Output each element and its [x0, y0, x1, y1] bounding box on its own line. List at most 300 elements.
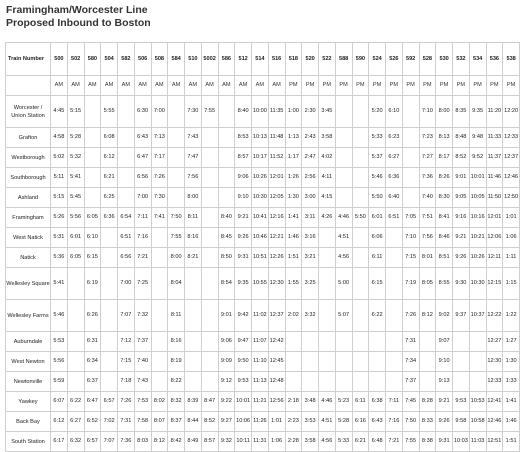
time-cell: 9:26: [453, 248, 470, 268]
time-cell: 12:30: [486, 352, 503, 372]
time-cell: 10:21: [469, 228, 486, 248]
time-cell: 7:53: [134, 392, 151, 412]
time-cell: 3:16: [302, 228, 319, 248]
time-cell: 7:41: [151, 208, 168, 228]
time-cell: 5:45: [67, 188, 84, 208]
time-cell: 5:07: [335, 300, 352, 332]
time-cell: 4:58: [51, 128, 68, 148]
am-pm-cell: AM: [84, 76, 101, 96]
time-cell: 7:12: [118, 332, 135, 352]
time-cell: 6:17: [51, 432, 68, 452]
time-cell: 7:37: [402, 372, 419, 392]
station-row: [6, 352, 520, 372]
time-cell: [352, 96, 369, 128]
time-cell: [369, 352, 386, 372]
time-cell: 1:41: [503, 392, 520, 412]
time-cell: 9:37: [453, 300, 470, 332]
time-cell: [319, 268, 336, 300]
am-pm-cell: PM: [419, 76, 436, 96]
time-cell: 6:22: [67, 392, 84, 412]
time-cell: 11:07: [252, 332, 269, 352]
time-cell: [118, 128, 135, 148]
time-cell: 8:44: [185, 412, 202, 432]
station-row: [6, 148, 520, 168]
time-cell: [386, 248, 403, 268]
time-cell: 9:35: [469, 96, 486, 128]
time-cell: [419, 372, 436, 392]
time-cell: [67, 352, 84, 372]
time-cell: 5:46: [369, 168, 386, 188]
time-cell: 12:01: [268, 168, 285, 188]
train-number: 534: [469, 43, 486, 76]
am-pm-cell: PM: [386, 76, 403, 96]
time-cell: [168, 148, 185, 168]
title-line-2: Proposed Inbound to Boston: [6, 17, 151, 29]
station-row: [6, 332, 520, 352]
time-cell: 4:46: [335, 208, 352, 228]
time-cell: 10:30: [252, 188, 269, 208]
time-cell: [469, 352, 486, 372]
time-cell: 5:31: [51, 228, 68, 248]
time-cell: 2:47: [302, 148, 319, 168]
time-cell: 12:06: [486, 228, 503, 248]
station-name: Back Bay: [6, 412, 51, 432]
time-cell: 5:41: [51, 268, 68, 300]
am-pm-cell: AM: [151, 76, 168, 96]
time-cell: 7:30: [185, 96, 202, 128]
time-cell: 7:11: [386, 392, 403, 412]
time-cell: 7:55: [402, 432, 419, 452]
time-cell: [151, 228, 168, 248]
time-cell: 3:21: [302, 248, 319, 268]
time-cell: 7:00: [118, 268, 135, 300]
time-cell: [201, 248, 218, 268]
time-cell: 10:06: [235, 412, 252, 432]
time-cell: [201, 300, 218, 332]
time-cell: 9:21: [453, 228, 470, 248]
time-cell: 8:03: [134, 432, 151, 452]
time-cell: 7:26: [402, 300, 419, 332]
station-row: [6, 300, 520, 332]
time-cell: [386, 332, 403, 352]
time-cell: [101, 268, 118, 300]
time-cell: 6:26: [84, 300, 101, 332]
time-cell: 11:52: [268, 148, 285, 168]
am-pm-row-label: [6, 76, 51, 96]
time-cell: 6:54: [118, 208, 135, 228]
time-cell: 3:32: [302, 300, 319, 332]
am-pm-cell: AM: [101, 76, 118, 96]
time-cell: 6:07: [51, 392, 68, 412]
time-cell: [84, 96, 101, 128]
time-cell: [67, 300, 84, 332]
time-cell: 10:17: [252, 148, 269, 168]
time-cell: 7:16: [386, 412, 403, 432]
am-pm-cell: AM: [51, 76, 68, 96]
time-cell: 4:56: [319, 432, 336, 452]
time-cell: 3:58: [319, 128, 336, 148]
time-cell: [84, 168, 101, 188]
time-cell: 12:51: [486, 432, 503, 452]
time-cell: 8:39: [185, 392, 202, 412]
time-cell: 10:55: [252, 268, 269, 300]
time-cell: [168, 128, 185, 148]
time-cell: [352, 268, 369, 300]
station-row: [6, 248, 520, 268]
time-cell: 7:00: [151, 96, 168, 128]
station-name: West Natick: [6, 228, 51, 248]
time-cell: [319, 300, 336, 332]
station-row: [6, 268, 520, 300]
time-cell: 9:31: [235, 248, 252, 268]
train-number: 502: [67, 43, 84, 76]
time-cell: [84, 128, 101, 148]
am-pm-cell: AM: [118, 76, 135, 96]
time-cell: [151, 372, 168, 392]
time-cell: 3:00: [302, 188, 319, 208]
time-cell: 6:11: [352, 392, 369, 412]
time-cell: 9:26: [436, 412, 453, 432]
time-cell: 12:33: [486, 372, 503, 392]
time-cell: [352, 228, 369, 248]
time-cell: 7:21: [134, 248, 151, 268]
time-cell: [419, 332, 436, 352]
time-cell: [352, 248, 369, 268]
time-cell: 10:16: [469, 208, 486, 228]
time-cell: 10:03: [453, 432, 470, 452]
time-cell: [101, 332, 118, 352]
time-cell: 3:45: [319, 96, 336, 128]
train-number: 524: [369, 43, 386, 76]
time-cell: 8:30: [436, 188, 453, 208]
time-cell: [218, 168, 235, 188]
time-cell: 8:54: [218, 268, 235, 300]
time-cell: [402, 128, 419, 148]
time-cell: [319, 332, 336, 352]
time-cell: 7:31: [118, 412, 135, 432]
time-cell: 7:02: [101, 412, 118, 432]
time-cell: [453, 372, 470, 392]
time-cell: 1:01: [503, 208, 520, 228]
time-cell: [402, 168, 419, 188]
am-pm-cell: PM: [402, 76, 419, 96]
time-cell: [335, 352, 352, 372]
time-cell: [335, 372, 352, 392]
time-cell: 9:07: [436, 332, 453, 352]
am-pm-cell: AM: [235, 76, 252, 96]
time-cell: 6:56: [118, 248, 135, 268]
time-cell: 6:27: [67, 412, 84, 432]
time-cell: 8:42: [168, 432, 185, 452]
time-cell: 5:28: [335, 412, 352, 432]
train-number: 536: [486, 43, 503, 76]
time-cell: 8:52: [453, 148, 470, 168]
time-cell: 1:26: [285, 168, 302, 188]
time-cell: 8:57: [201, 432, 218, 452]
time-cell: 9:06: [235, 168, 252, 188]
time-cell: 6:16: [352, 412, 369, 432]
station-name: Southborough: [6, 168, 51, 188]
train-number: 5002: [201, 43, 218, 76]
time-cell: 5:00: [335, 268, 352, 300]
time-cell: 10:01: [469, 168, 486, 188]
train-number: 514: [252, 43, 269, 76]
time-cell: [151, 352, 168, 372]
time-cell: 8:35: [453, 96, 470, 128]
time-cell: 12:37: [268, 300, 285, 332]
train-number: 584: [168, 43, 185, 76]
time-cell: 5:56: [67, 208, 84, 228]
time-cell: [185, 352, 202, 372]
time-cell: 12:46: [486, 412, 503, 432]
time-cell: 5:50: [369, 188, 386, 208]
time-cell: 9:30: [453, 268, 470, 300]
time-cell: 11:35: [268, 96, 285, 128]
time-cell: [218, 188, 235, 208]
time-cell: 6:10: [84, 228, 101, 248]
time-cell: 8:19: [168, 352, 185, 372]
time-cell: [319, 372, 336, 392]
time-cell: 11:02: [252, 300, 269, 332]
am-pm-cell: AM: [268, 76, 285, 96]
time-cell: [402, 148, 419, 168]
am-pm-cell: PM: [453, 76, 470, 96]
time-cell: 6:15: [84, 248, 101, 268]
time-cell: 12:42: [268, 332, 285, 352]
time-cell: 12:05: [268, 188, 285, 208]
time-cell: 9:50: [235, 352, 252, 372]
time-cell: 6:51: [118, 228, 135, 248]
schedule-table-wrapper: [5, 42, 520, 452]
time-cell: 7:07: [118, 300, 135, 332]
time-cell: 7:43: [185, 128, 202, 148]
time-cell: [84, 188, 101, 208]
title-line-1: Framingham/Worcester Line: [6, 4, 148, 16]
am-pm-cell: PM: [352, 76, 369, 96]
time-cell: 5:26: [51, 208, 68, 228]
time-cell: 8:48: [453, 128, 470, 148]
time-cell: 6:48: [369, 432, 386, 452]
time-cell: 7:13: [151, 128, 168, 148]
train-number-label: Train Number: [6, 43, 51, 76]
time-cell: 7:40: [419, 188, 436, 208]
train-number: 586: [218, 43, 235, 76]
time-cell: 12:20: [503, 96, 520, 128]
time-cell: 12:15: [486, 268, 503, 300]
train-number: 518: [285, 43, 302, 76]
time-cell: 7:56: [419, 228, 436, 248]
time-cell: 2:23: [285, 412, 302, 432]
time-cell: [369, 332, 386, 352]
time-cell: 6:47: [134, 148, 151, 168]
time-cell: [335, 128, 352, 148]
train-number: 520: [302, 43, 319, 76]
time-cell: 4:02: [319, 148, 336, 168]
time-cell: [302, 372, 319, 392]
time-cell: [319, 228, 336, 248]
time-cell: 8:02: [151, 392, 168, 412]
time-cell: 8:00: [436, 96, 453, 128]
time-cell: [185, 372, 202, 392]
time-cell: 7:26: [151, 168, 168, 188]
time-cell: 6:12: [101, 148, 118, 168]
station-name: Wellesley Farms: [6, 300, 51, 332]
time-cell: 9:09: [218, 352, 235, 372]
time-cell: 1:33: [503, 372, 520, 392]
am-pm-cell: AM: [218, 76, 235, 96]
train-number: 512: [235, 43, 252, 76]
time-cell: [201, 228, 218, 248]
time-cell: [101, 352, 118, 372]
time-cell: 12:22: [486, 300, 503, 332]
time-cell: [453, 352, 470, 372]
time-cell: 6:21: [352, 432, 369, 452]
time-cell: 11:31: [252, 432, 269, 452]
time-cell: 9:27: [218, 412, 235, 432]
time-cell: 12:30: [268, 268, 285, 300]
time-cell: 8:53: [235, 128, 252, 148]
time-cell: [302, 352, 319, 372]
time-cell: 7:50: [402, 412, 419, 432]
time-cell: 6:05: [67, 248, 84, 268]
time-cell: 6:11: [369, 248, 386, 268]
time-cell: 7:37: [134, 332, 151, 352]
time-cell: [118, 148, 135, 168]
train-number: 522: [319, 43, 336, 76]
time-cell: 8:16: [185, 228, 202, 248]
station-row: [6, 188, 520, 208]
time-cell: [118, 96, 135, 128]
time-cell: 6:27: [386, 148, 403, 168]
time-cell: 6:06: [369, 228, 386, 248]
time-cell: 4:26: [319, 208, 336, 228]
time-cell: [352, 332, 369, 352]
time-cell: 8:11: [185, 208, 202, 228]
time-cell: 9:02: [436, 300, 453, 332]
time-cell: 5:15: [51, 188, 68, 208]
time-cell: 12:50: [503, 188, 520, 208]
train-number: 516: [268, 43, 285, 76]
time-cell: 8:21: [185, 248, 202, 268]
time-cell: 10:05: [469, 188, 486, 208]
time-cell: [67, 332, 84, 352]
time-cell: 5:59: [51, 372, 68, 392]
time-cell: 3:58: [302, 432, 319, 452]
time-cell: [101, 248, 118, 268]
time-cell: 9:10: [436, 352, 453, 372]
time-cell: 9:26: [235, 228, 252, 248]
time-cell: 7:07: [101, 432, 118, 452]
time-cell: 8:51: [436, 248, 453, 268]
train-number: 500: [51, 43, 68, 76]
time-cell: 8:13: [436, 128, 453, 148]
time-cell: 8:40: [235, 96, 252, 128]
schedule-body: [6, 76, 520, 452]
time-cell: 12:56: [268, 392, 285, 412]
time-cell: 12:45: [268, 352, 285, 372]
train-number: 508: [151, 43, 168, 76]
time-cell: [352, 128, 369, 148]
time-cell: 1:51: [503, 432, 520, 452]
time-cell: 8:47: [201, 392, 218, 412]
time-cell: 1:27: [503, 332, 520, 352]
time-cell: 4:11: [319, 168, 336, 188]
time-cell: [201, 168, 218, 188]
time-cell: [201, 128, 218, 148]
time-cell: 8:04: [168, 268, 185, 300]
time-cell: 12:21: [268, 228, 285, 248]
train-number-header-row: [6, 43, 520, 76]
time-cell: [201, 148, 218, 168]
time-cell: 11:20: [486, 96, 503, 128]
am-pm-cell: AM: [67, 76, 84, 96]
time-cell: [151, 268, 168, 300]
time-cell: 7:55: [201, 96, 218, 128]
time-cell: [285, 372, 302, 392]
am-pm-cell: PM: [469, 76, 486, 96]
time-cell: 12:16: [268, 208, 285, 228]
time-cell: 9:22: [218, 392, 235, 412]
time-cell: [335, 148, 352, 168]
time-cell: 8:22: [168, 372, 185, 392]
time-cell: 12:37: [503, 148, 520, 168]
time-cell: 7:27: [419, 148, 436, 168]
time-cell: 5:11: [51, 168, 68, 188]
time-cell: 8:49: [185, 432, 202, 452]
time-cell: 2:18: [285, 392, 302, 412]
time-cell: 6:57: [84, 432, 101, 452]
am-pm-cell: PM: [335, 76, 352, 96]
time-cell: 1:46: [503, 412, 520, 432]
time-cell: 8:38: [419, 432, 436, 452]
station-row: [6, 432, 520, 452]
time-cell: [218, 148, 235, 168]
time-cell: [101, 300, 118, 332]
time-cell: 1:06: [503, 228, 520, 248]
time-cell: [101, 372, 118, 392]
time-cell: 7:30: [151, 188, 168, 208]
time-cell: 5:20: [369, 96, 386, 128]
time-cell: 5:02: [51, 148, 68, 168]
time-cell: 11:03: [469, 432, 486, 452]
time-cell: 4:15: [319, 188, 336, 208]
time-cell: [168, 188, 185, 208]
time-cell: 12:26: [268, 248, 285, 268]
time-cell: [386, 268, 403, 300]
station-row: [6, 96, 520, 128]
station-row: [6, 412, 520, 432]
time-cell: 9:16: [453, 208, 470, 228]
time-cell: 7:11: [134, 208, 151, 228]
time-cell: 10:41: [252, 208, 269, 228]
time-cell: [151, 248, 168, 268]
time-cell: 9:52: [469, 148, 486, 168]
am-pm-row: [6, 76, 520, 96]
time-cell: 12:27: [486, 332, 503, 352]
time-cell: [101, 228, 118, 248]
time-cell: 7:25: [134, 268, 151, 300]
time-cell: 11:26: [252, 412, 269, 432]
time-cell: 1:06: [268, 432, 285, 452]
time-cell: 1:30: [503, 352, 520, 372]
time-cell: 5:53: [51, 332, 68, 352]
time-cell: 9:32: [218, 432, 235, 452]
time-cell: 2:30: [302, 96, 319, 128]
time-cell: [352, 300, 369, 332]
time-cell: [151, 300, 168, 332]
time-cell: [168, 96, 185, 128]
time-cell: 1:01: [268, 412, 285, 432]
